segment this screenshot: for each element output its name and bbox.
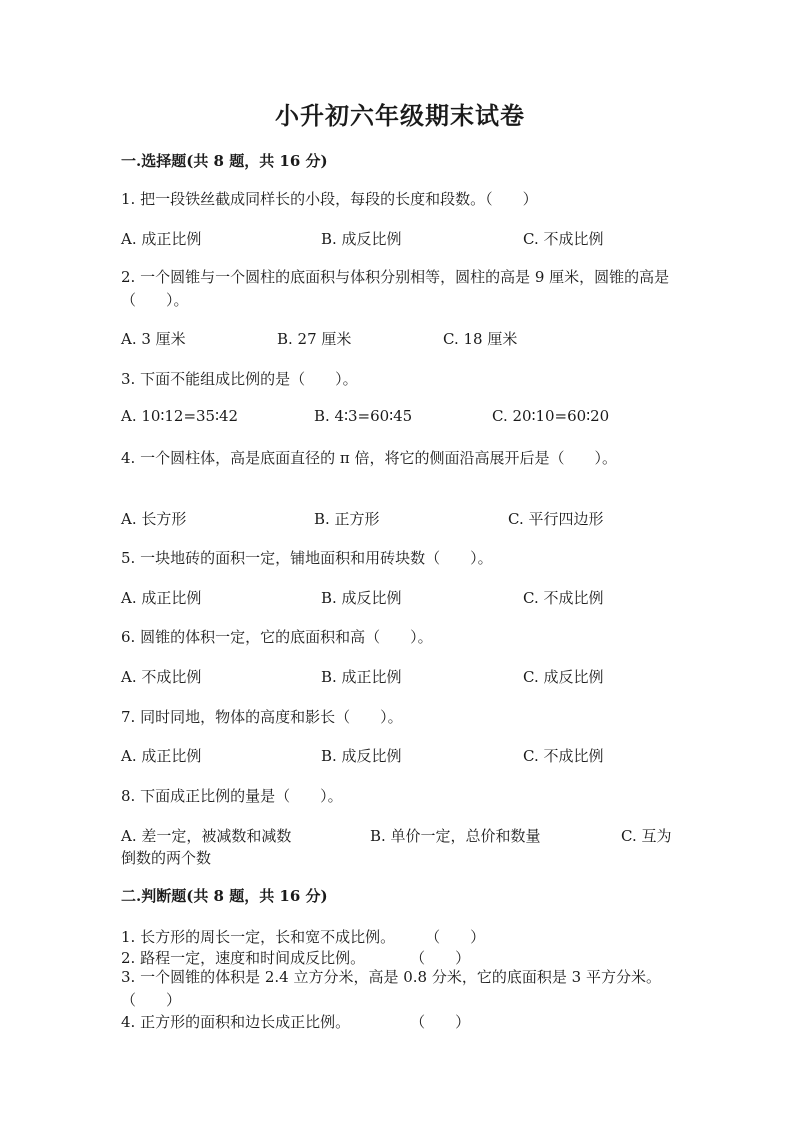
option-1b: B. 成反比例 — [321, 230, 402, 248]
judge-item-3: 3. 一个圆锥的体积是 2.4 立方分米，高是 0.8 分米，它的底面积是 3 平方分米。 （ ） — [121, 968, 699, 1009]
option-4c: C. 平行四边形 — [508, 510, 604, 528]
question-5: 5. 一块地砖的面积一定，铺地面积和用砖块数（ ）。 — [121, 549, 493, 567]
section-heading-judge: 二.判断题(共 8 题，共 16 分) — [121, 887, 328, 905]
option-4b: B. 正方形 — [314, 510, 380, 528]
option-2b: B. 27 厘米 — [277, 330, 352, 348]
question-4: 4. 一个圆柱体，高是底面直径的 π 倍，将它的侧面沿高展开后是（ ）。 — [121, 449, 617, 467]
question-7: 7. 同时同地，物体的高度和影长（ ）。 — [121, 708, 403, 726]
option-3b: B. 4∶3=60∶45 — [314, 407, 413, 425]
option-8c: C. 互为 — [621, 827, 672, 845]
option-7b: B. 成反比例 — [321, 747, 402, 765]
question-8: 8. 下面成正比例的量是（ ）。 — [121, 787, 343, 805]
option-5c: C. 不成比例 — [523, 589, 604, 607]
option-8a: A. 差一定，被减数和减数 — [121, 827, 292, 845]
question-1: 1. 把一段铁丝截成同样长的小段，每段的长度和段数。（ ） — [121, 190, 538, 208]
question-2: 2. 一个圆锥与一个圆柱的底面积与体积分别相等，圆柱的高是 9 厘米，圆锥的高是（ ）。 — [121, 268, 670, 309]
option-8c-wrap — [121, 825, 681, 848]
option-3c: C. 20∶10=60∶20 — [492, 407, 610, 425]
section-heading-choice: 一.选择题(共 8 题，共 16 分) — [121, 152, 328, 170]
option-6c: C. 成反比例 — [523, 668, 604, 686]
option-6a: A. 不成比例 — [121, 668, 202, 686]
option-3a: A. 10∶12=35∶42 — [121, 407, 239, 425]
option-5b: B. 成反比例 — [321, 589, 402, 607]
option-8c-cont: 倒数的两个数 — [121, 849, 212, 867]
question-6: 6. 圆锥的体积一定，它的底面积和高（ ）。 — [121, 628, 433, 646]
option-8b: B. 单价一定，总价和数量 — [370, 827, 541, 845]
page-title: 小升初六年级期末试卷 — [275, 101, 525, 130]
option-1a: A. 成正比例 — [121, 230, 202, 248]
option-1c: C. 不成比例 — [523, 230, 604, 248]
judge-item-1: 1. 长方形的周长一定，长和宽不成比例。 （ ） — [121, 928, 486, 946]
option-6b: B. 成正比例 — [321, 668, 402, 686]
option-2c: C. 18 厘米 — [443, 330, 518, 348]
option-5a: A. 成正比例 — [121, 589, 202, 607]
option-2a: A. 3 厘米 — [121, 330, 186, 348]
option-7c: C. 不成比例 — [523, 747, 604, 765]
judge-item-2: 2. 路程一定，速度和时间成反比例。 （ ） — [121, 949, 471, 967]
question-3: 3. 下面不能组成比例的是（ ）。 — [121, 370, 358, 388]
judge-item-4: 4. 正方形的面积和边长成正比例。 （ ） — [121, 1013, 471, 1031]
option-4a: A. 长方形 — [121, 510, 187, 528]
option-7a: A. 成正比例 — [121, 747, 202, 765]
